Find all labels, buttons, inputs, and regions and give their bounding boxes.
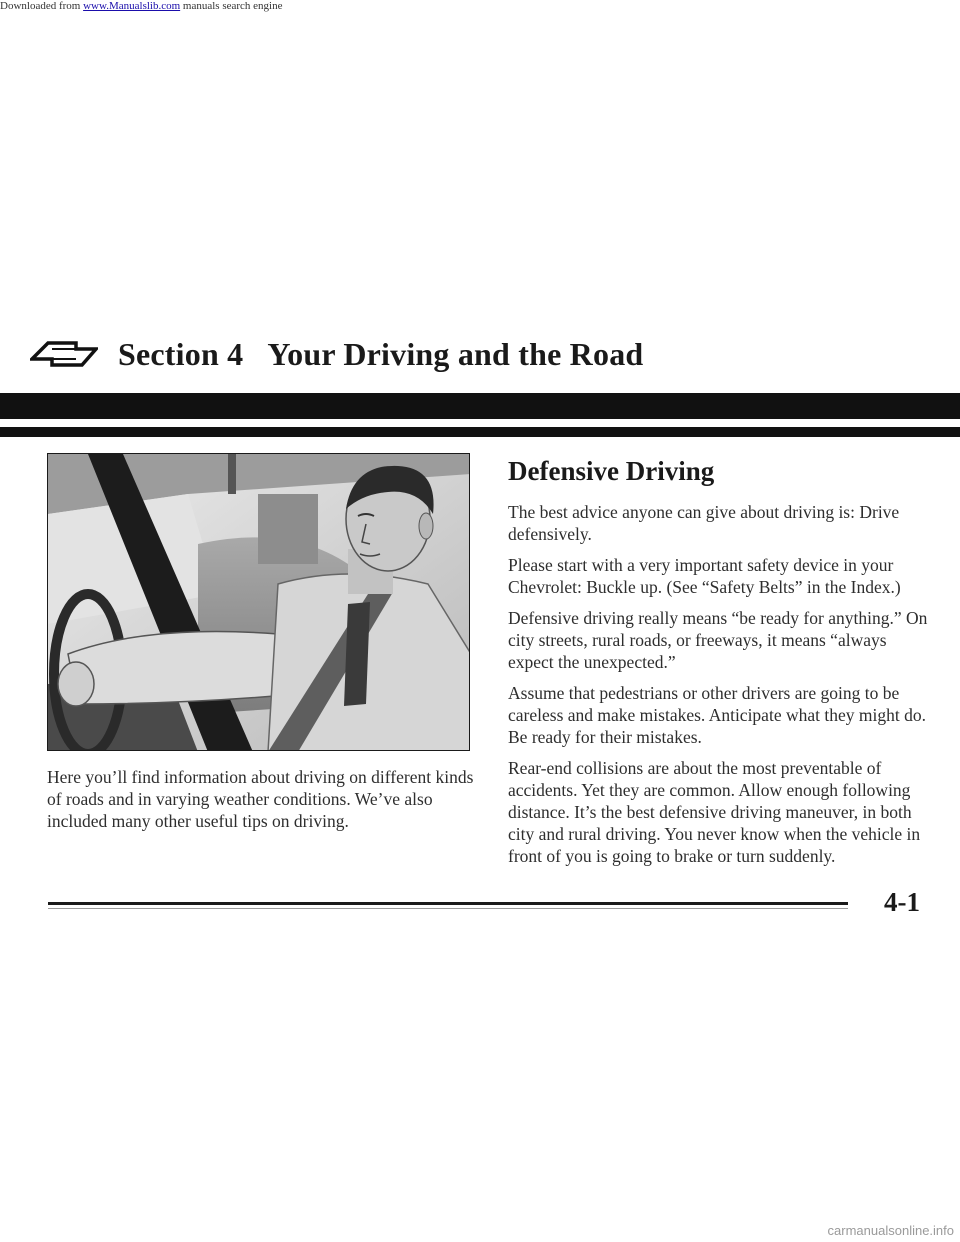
bottom-site-watermark: carmanualsonline.info: [827, 1223, 954, 1238]
paragraph-2: Please start with a very important safety device in your Chevrolet: Buckle up. (See “Safety Belts” in the Index.): [508, 555, 901, 597]
driver-drawing-icon: [48, 454, 470, 751]
header-band-thick: [0, 393, 960, 419]
driver-illustration: [47, 453, 470, 751]
watermark-tagline: manuals search engine: [182, 0, 283, 12]
chevrolet-bowtie-icon: [30, 341, 98, 367]
footer-rule: [48, 902, 848, 905]
section-number: Section 4: [118, 335, 244, 372]
paragraph-1: The best advice anyone can give about driving is: Drive defensively.: [508, 502, 900, 544]
section-title: [118, 336, 643, 373]
section-header: [30, 330, 643, 378]
download-watermark: [0, 0, 282, 13]
paragraph-5: Rear-end collisions are about the most preventable of accidents. Yet they are common. Allow enough following distance. It’s the best defensive driving maneuver, in both city and rural driving. You never know when the vehicle in front of you is going to brake or turn suddenly.: [508, 758, 921, 866]
watermark-prefix: Downloaded from: [0, 0, 81, 12]
header-band-thin: [0, 427, 960, 437]
defensive-driving-heading: Defensive Driving: [508, 456, 715, 486]
manualslib-link[interactable]: www.Manualslib.com: [83, 0, 181, 12]
section-name: Your Driving and the Road: [267, 335, 644, 372]
paragraph-4: Assume that pedestrians or other drivers are going to be careless and make mistakes. Anticipate what they might do. Be ready for their mistakes.: [508, 683, 926, 747]
page-number: 4-1: [884, 887, 920, 917]
intro-paragraph: Here you’ll find information about driving on different kinds of roads and in varying weather conditions. We’ve also included many other useful tips on driving.: [47, 767, 474, 831]
defensive-driving-section: [508, 455, 928, 876]
paragraph-3: Defensive driving really means “be ready for anything.” On city streets, rural roads, or freeways, it means “always expect the unexpected.”: [508, 608, 928, 672]
footer-rule-thin: [48, 908, 848, 909]
